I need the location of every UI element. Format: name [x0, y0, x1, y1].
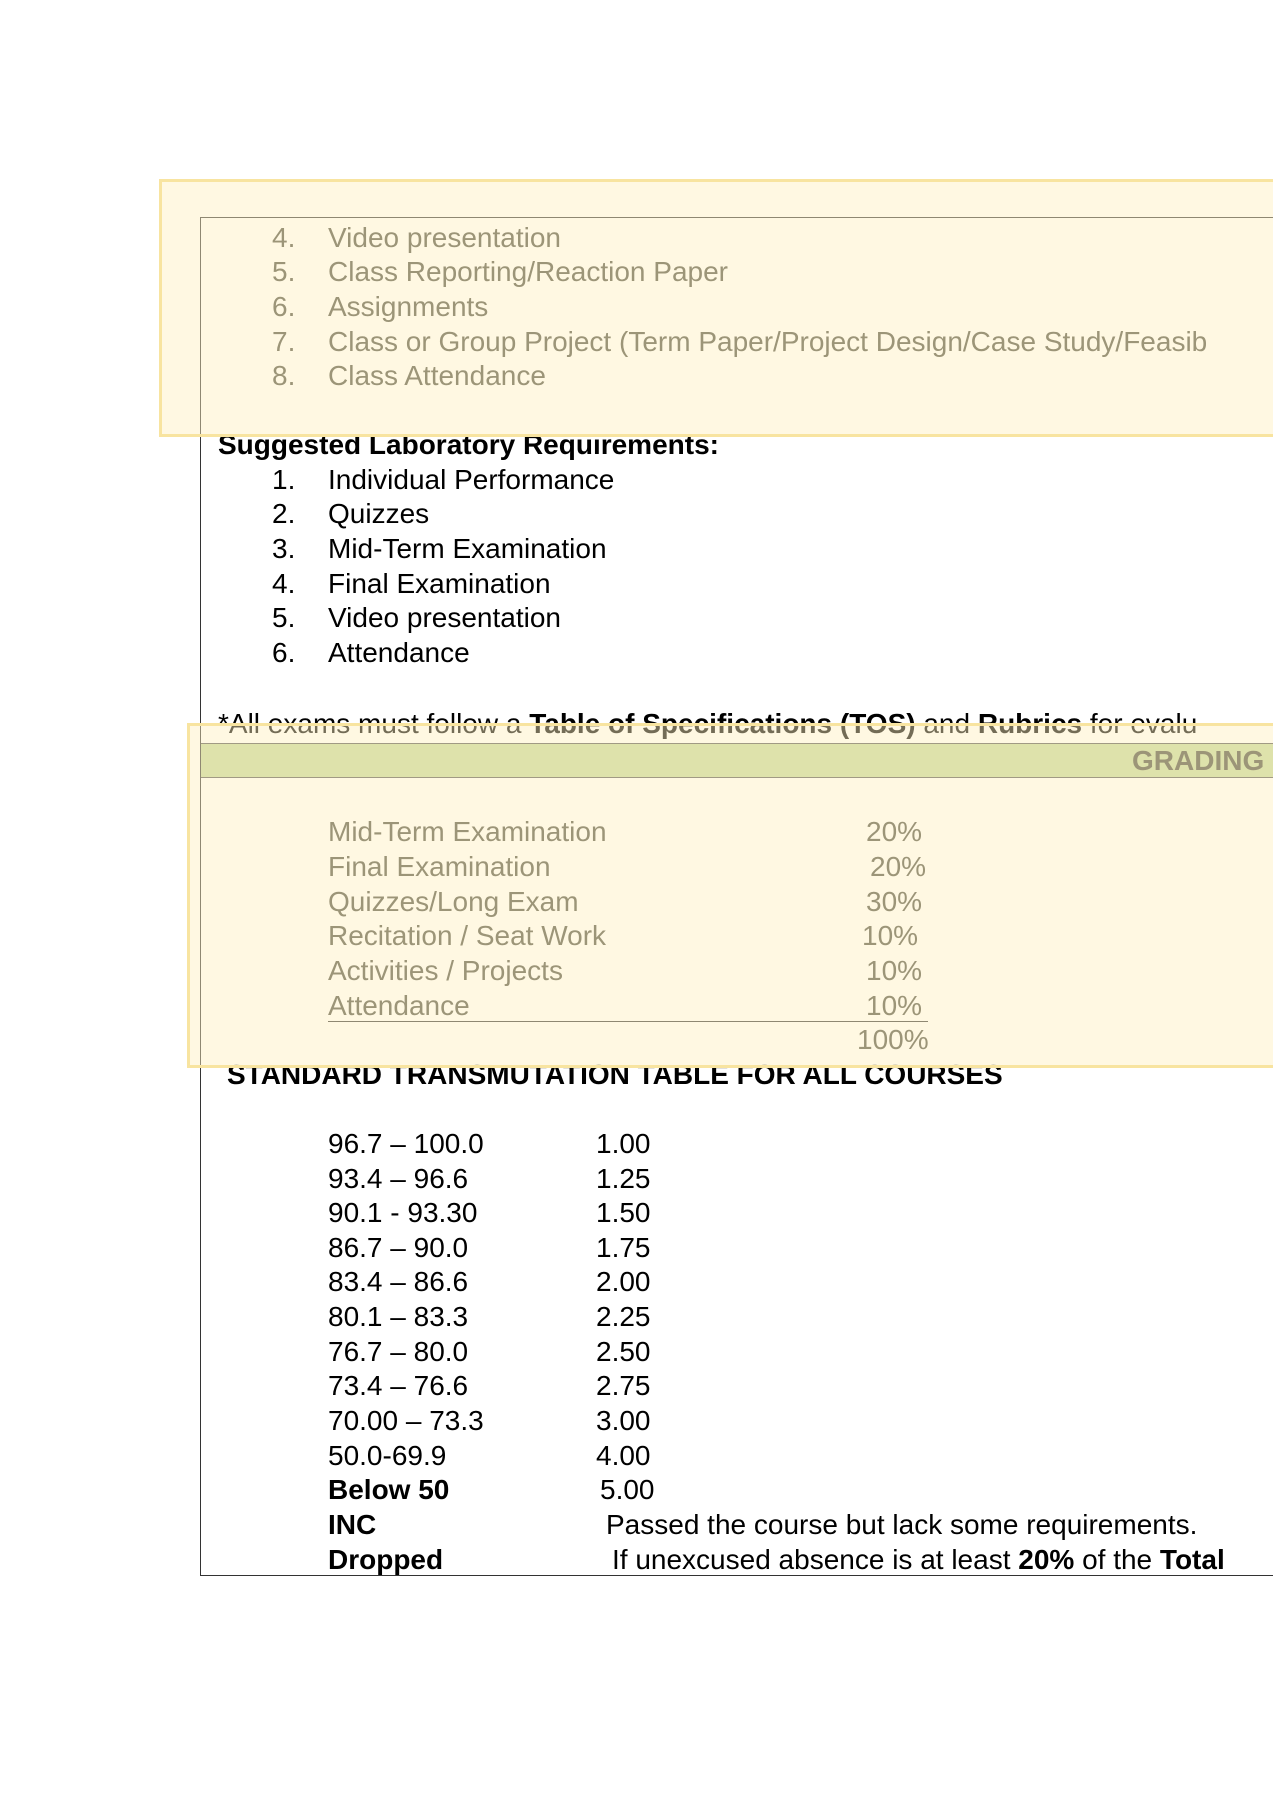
exam-note: *All exams must follow a Table of Specifications (TOS) and Rubrics for evalu: [218, 708, 1198, 739]
grading-total-rule: [328, 1021, 928, 1022]
grading-title: GRADING: [1132, 745, 1265, 776]
grading-header-bar: [201, 743, 1273, 778]
grading-total: 100%: [857, 1024, 929, 1055]
transmutation-heading: STANDARD TRANSMUTATION TABLE FOR ALL COURSES: [227, 1059, 1003, 1090]
lab-requirements-heading: Suggested Laboratory Requirements:: [218, 429, 719, 460]
